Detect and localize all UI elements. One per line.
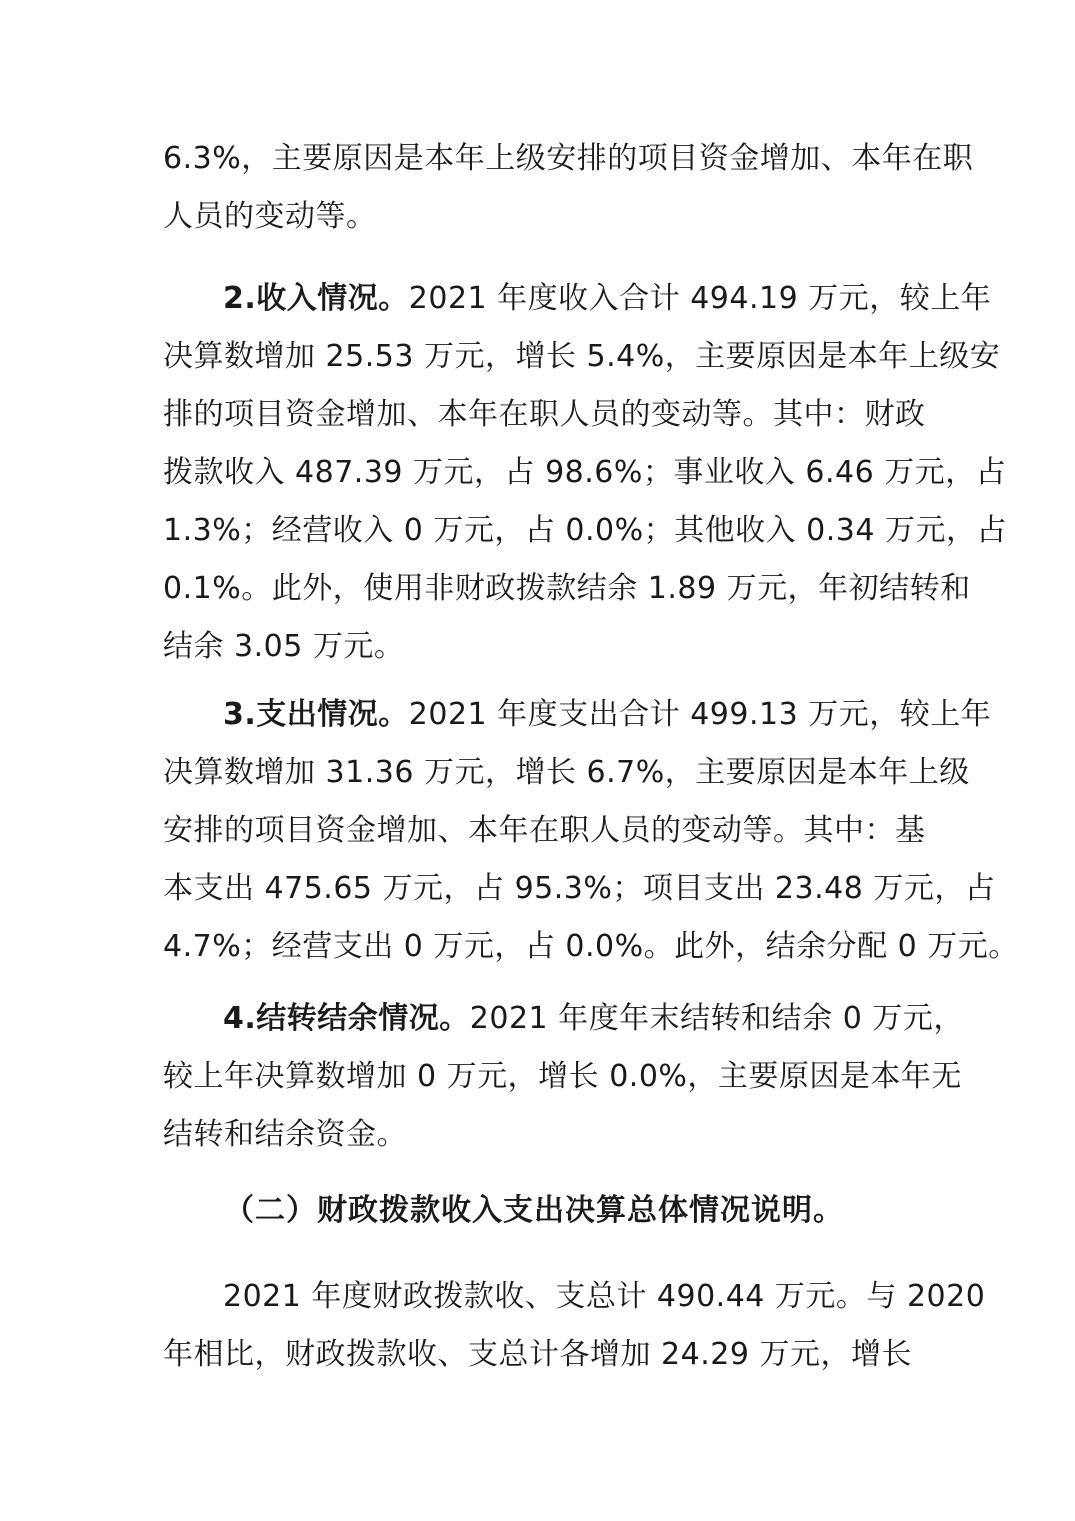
text-line: 人员的变动等。 (163, 199, 377, 234)
text-segment: 2021 年度收入合计 494.19 万元，较上年 (408, 281, 992, 316)
text-line: 决算数增加 25.53 万元，增长 5.4%，主要原因是本年上级安 (163, 339, 1001, 374)
paragraph-income (163, 270, 1007, 676)
paragraph-expenditure (163, 686, 1019, 976)
text-line: 结转和结余资金。 (163, 1117, 407, 1152)
text-line: 较上年决算数增加 0 万元，增长 0.0%，主要原因是本年无 (163, 1059, 962, 1094)
text-line: 0.1%。此外，使用非财政拨款结余 1.89 万元，年初结转和 (163, 571, 971, 606)
text-segment: 2021 年度支出合计 499.13 万元，较上年 (408, 697, 992, 732)
carryover-heading: 4.结转结余情况。 (223, 1001, 470, 1036)
paragraph-continuation (163, 130, 974, 246)
text-line: 1.3%；经营收入 0 万元，占 0.0%；其他收入 0.34 万元，占 (163, 513, 1007, 548)
text-line: 年相比，财政拨款收、支总计各增加 24.29 万元，增长 (163, 1337, 912, 1372)
text-line: 6.3%，主要原因是本年上级安排的项目资金增加、本年在职 (163, 141, 974, 176)
text-line (163, 990, 964, 1048)
text-line: 4.7%；经营支出 0 万元，占 0.0%。此外，结余分配 0 万元。 (163, 929, 1019, 964)
text-line: 安排的项目资金增加、本年在职人员的变动等。其中：基 (163, 813, 926, 848)
text-line (163, 686, 992, 744)
text-line (163, 270, 992, 328)
paragraph-carryover (163, 990, 964, 1164)
text-line: 本支出 475.65 万元，占 95.3%；项目支出 23.48 万元，占 (163, 871, 996, 906)
expenditure-heading: 3.支出情况。 (223, 697, 409, 732)
text-line: 排的项目资金增加、本年在职人员的变动等。其中：财政 (163, 397, 926, 432)
text-segment: 2021 年度年末结转和结余 0 万元， (469, 1001, 964, 1036)
income-heading: 2.收入情况。 (223, 281, 409, 316)
text-line: 结余 3.05 万元。 (163, 629, 405, 664)
text-line: 拨款收入 487.39 万元，占 98.6%；事业收入 6.46 万元，占 (163, 455, 1007, 490)
paragraph-fiscal-summary (163, 1268, 986, 1384)
text-line: 决算数增加 31.36 万元，增长 6.7%，主要原因是本年上级 (163, 755, 970, 790)
section-title: （二）财政拨款收入支出决算总体情况说明。 (224, 1193, 844, 1228)
text-line: 2021 年度财政拨款收、支总计 490.44 万元。与 2020 (223, 1279, 986, 1314)
